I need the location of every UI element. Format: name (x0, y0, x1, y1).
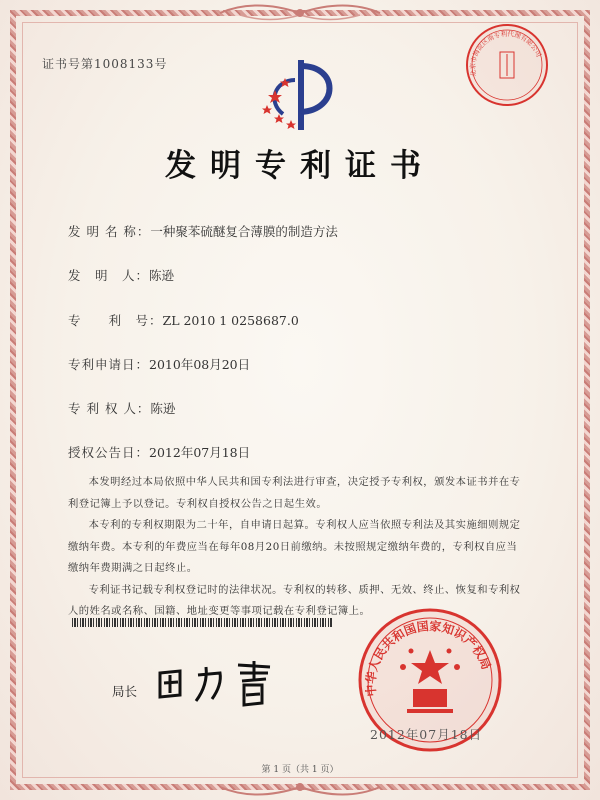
issue-date: 2012年07月18日 (370, 727, 483, 742)
barcode (72, 618, 332, 627)
bottom-ornament-icon (210, 776, 390, 798)
body-paragraph-1: 本发明经过本局依照中华人民共和国专利法进行审查，决定授予专利权，颁发本证书并在专利登记簿上予以登记。专利权自授权公告之日起生效。 (68, 476, 521, 510)
svg-text:北京市海淀区南专利代理有限公司: 北京市海淀区南专利代理有限公司 (468, 29, 543, 77)
patent-office-logo-icon (255, 50, 345, 140)
grant-date-label: 授权公告日： (68, 445, 150, 460)
filing-date-value: 2010年08月20日 (149, 357, 251, 372)
patentee-value: 陈逊 (150, 401, 176, 416)
patentee-label: 专 利 权 人： (68, 401, 151, 416)
invention-name-row (68, 222, 338, 240)
certificate-number: 证书号第1008133号 (42, 57, 168, 71)
body-paragraph-2: 本专利的专利权期限为二十年，自申请日起算。专利权人应当依照专利法及其实施细则规定缴纳年费。本专利的年费应当在每年08月20日前缴纳。未按照规定缴纳年费的，专利权自应当缴纳年费期满之日起终止。 (68, 519, 521, 574)
invention-name-value: 一种聚苯硫醚复合薄膜的制造方法 (150, 224, 338, 239)
patent-number-row (68, 311, 299, 329)
invention-name-label: 发 明 名 称： (68, 224, 151, 239)
filing-date-row (68, 355, 250, 373)
agency-seal-icon (462, 20, 552, 110)
page-number: 第 1 页（共 1 页） (261, 765, 339, 775)
top-ornament-icon (210, 2, 390, 24)
inventor-value: 陈逊 (149, 268, 175, 283)
inventor-label: 发 明 人： (68, 268, 150, 283)
certificate-body (68, 472, 528, 623)
svg-text:中华人民共和国国家知识产权局: 中华人民共和国国家知识产权局 (363, 619, 494, 698)
patentee-row (68, 399, 175, 417)
grant-date-row (68, 443, 250, 461)
patent-number-label: 专 利 号： (68, 313, 163, 328)
patent-number-value: ZL 2010 1 0258687.0 (162, 313, 299, 328)
filing-date-label: 专利申请日： (68, 357, 150, 372)
body-paragraph-3: 专利证书记载专利权登记时的法律状况。专利权的转移、质押、无效、终止、恢复和专利权人的姓名或名称、国籍、地址变更等事项记载在专利登记簿上。 (68, 583, 521, 617)
certificate-title: 发明专利证书 (165, 148, 435, 184)
director-label: 局长 (112, 684, 138, 699)
director-signature (150, 655, 300, 710)
inventor-row (68, 266, 174, 284)
grant-date-value: 2012年07月18日 (149, 445, 251, 460)
